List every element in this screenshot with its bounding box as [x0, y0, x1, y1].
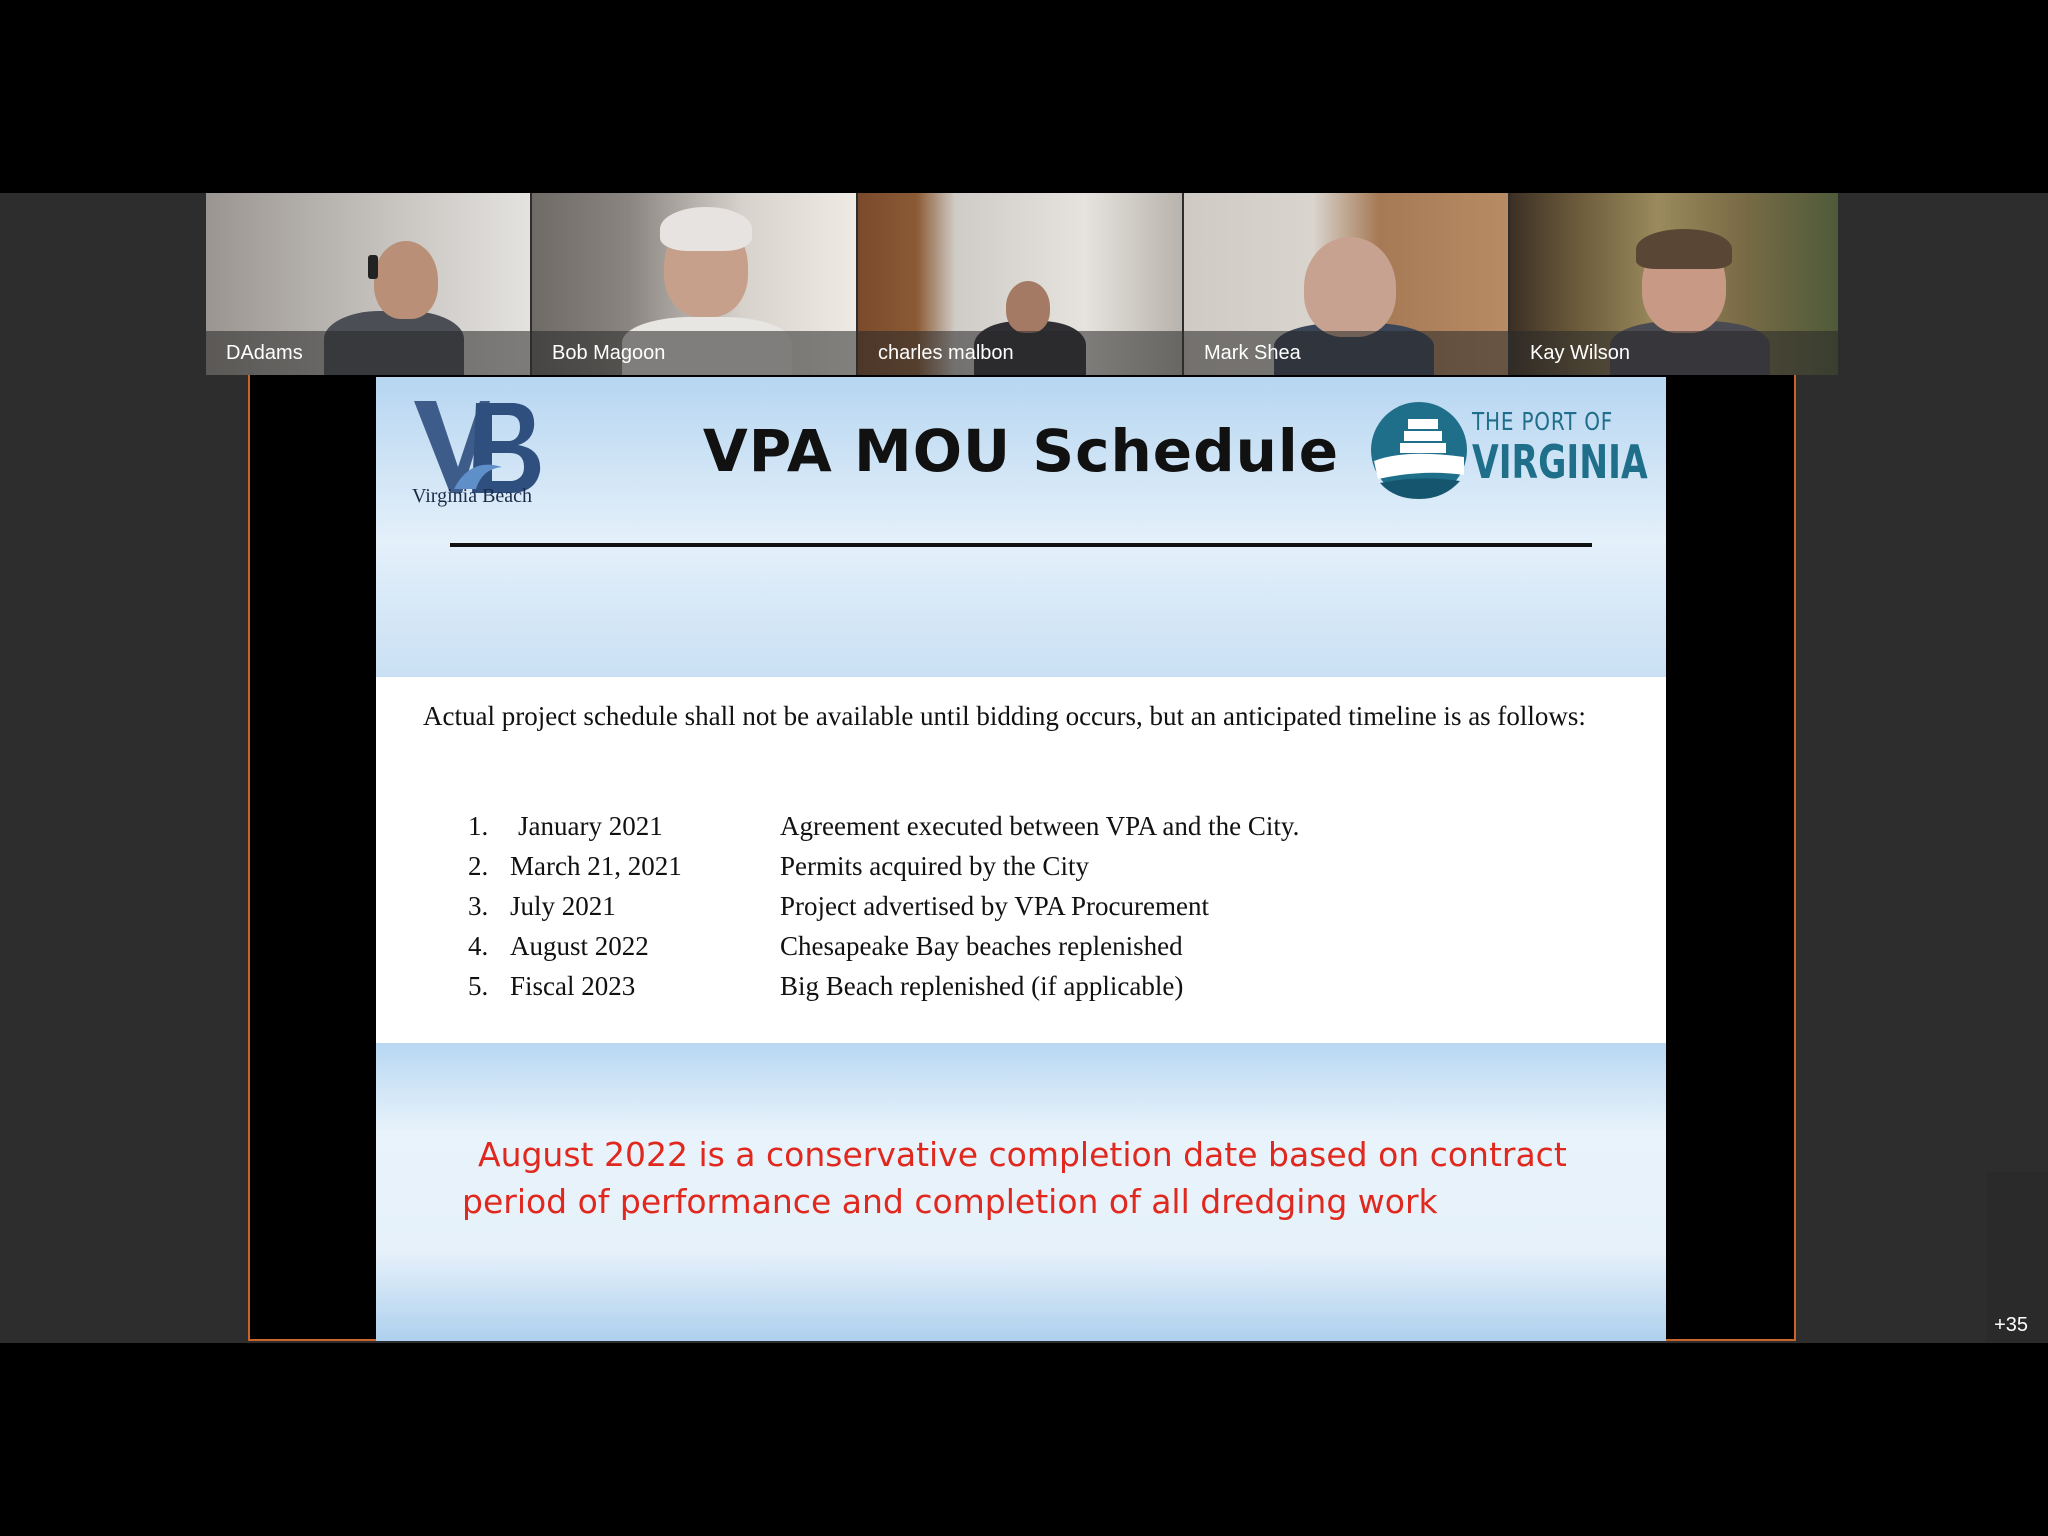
port-of-virginia-logo [1364, 395, 1474, 505]
slide-title: VPA MOU Schedule [702, 417, 1340, 485]
participant-tile[interactable] [858, 193, 1182, 375]
schedule-number: 3. [468, 891, 489, 921]
title-divider [450, 543, 1592, 547]
port-logo-line1: THE PORT OF [1472, 407, 1614, 436]
schedule-description: Project advertised by VPA Procurement [780, 891, 1209, 921]
port-logo-line2: VIRGINIA [1472, 435, 1648, 489]
schedule-description: Agreement executed between VPA and the City. [780, 811, 1300, 841]
participant-tile[interactable] [1184, 193, 1508, 375]
participant-strip [206, 193, 1838, 375]
participant-name: Bob Magoon [552, 342, 666, 364]
participant-name: Mark Shea [1204, 342, 1301, 364]
participant-head [1006, 281, 1050, 333]
more-participants-count[interactable]: +35 [1994, 1314, 2028, 1336]
participant-head [374, 241, 438, 319]
shared-slide [376, 377, 1666, 1341]
schedule-item [468, 971, 1568, 1011]
schedule-date: August 2022 [510, 931, 649, 961]
participant-hair [660, 207, 752, 251]
completion-note-line2: period of performance and completion of all dredging work [462, 1182, 1438, 1221]
schedule-item [468, 891, 1568, 931]
schedule-item [468, 811, 1568, 851]
participant-name: DAdams [226, 342, 303, 364]
virginia-beach-logo-text: Virginia Beach [412, 485, 533, 507]
schedule-number: 2. [468, 851, 489, 881]
participant-head [1304, 237, 1396, 337]
schedule-number: 5. [468, 971, 489, 1001]
participant-tile[interactable] [532, 193, 856, 375]
slide-intro-text: Actual project schedule shall not be available until bidding occurs, but an anticipated timeline is as follows: [423, 701, 1586, 731]
schedule-date: Fiscal 2023 [510, 971, 636, 1001]
headset-icon [368, 255, 378, 279]
schedule-date: January 2021 [518, 811, 663, 841]
participant-tile[interactable] [206, 193, 530, 375]
participant-tile[interactable] [1510, 193, 1838, 375]
schedule-date: March 21, 2021 [510, 851, 682, 881]
schedule-number: 4. [468, 931, 489, 961]
schedule-description: Big Beach replenished (if applicable) [780, 971, 1184, 1001]
completion-note [462, 1131, 1612, 1225]
schedule-number: 1. [468, 811, 489, 841]
schedule-description: Permits acquired by the City [780, 851, 1089, 881]
participant-hair [1636, 229, 1732, 269]
schedule-description: Chesapeake Bay beaches replenished [780, 931, 1183, 961]
schedule-item [468, 931, 1568, 971]
participant-name: charles malbon [878, 342, 1014, 364]
completion-note-line1: August 2022 is a conservative completion date based on contract [478, 1135, 1567, 1174]
schedule-date: July 2021 [510, 891, 616, 921]
schedule-item [468, 851, 1568, 891]
participant-name: Kay Wilson [1530, 342, 1631, 364]
schedule-list [468, 811, 1568, 1011]
